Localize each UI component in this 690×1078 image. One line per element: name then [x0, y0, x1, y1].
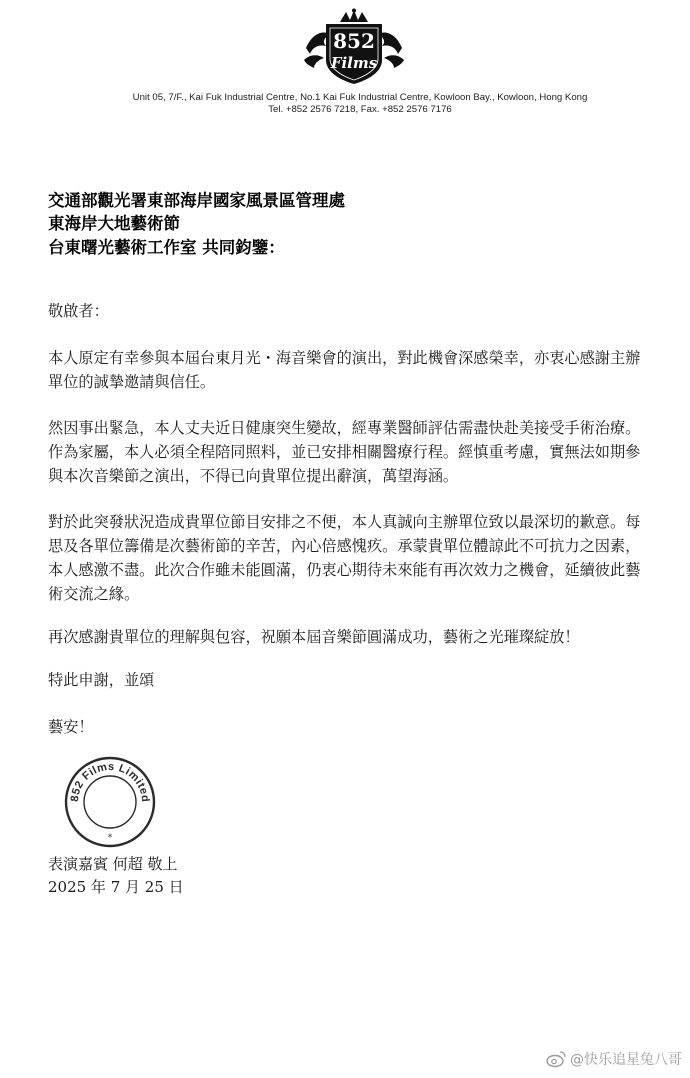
- paragraph-line: 本人感激不盡。此次合作雖未能圓滿，仍衷心期待未來能有再次效力之機會，延續彼此藝: [48, 561, 641, 579]
- addressee-line: 交通部觀光署東部海岸國家風景區管理處: [48, 191, 345, 210]
- paragraph-line: 術交流之緣。: [48, 585, 140, 603]
- paragraph-1: [48, 346, 668, 394]
- 852-films-logo: [300, 8, 408, 86]
- weibo-icon: [546, 1050, 566, 1068]
- svg-text:852 Films Limited: 852 Films Limited: [68, 760, 152, 803]
- svg-text:Films: Films: [330, 54, 378, 72]
- watermark: [546, 1048, 682, 1070]
- paragraph-line: 本人原定有幸參與本屆台東月光・海音樂會的演出，對此機會深感榮幸，亦衷心感謝主辦: [48, 349, 641, 367]
- paragraph-3: [48, 510, 668, 606]
- paragraph-4: [48, 625, 668, 649]
- regards-line: 藝安！: [48, 718, 94, 736]
- signature-line: 表演嘉賓 何超 敬上: [48, 855, 178, 873]
- company-seal: [60, 752, 160, 848]
- paragraph-line: 單位的誠摯邀請與信任。: [48, 373, 216, 391]
- paragraph-2: [48, 416, 668, 488]
- letterhead-contact: Tel. +852 2576 7218, Fax. +852 2576 7176: [268, 104, 452, 115]
- paragraph-line: 然因事出緊急，本人丈夫近日健康突生變故，經專業醫師評估需盡快赴美接受手術治療。: [48, 419, 641, 437]
- addressee-line: 東海岸大地藝術節: [48, 214, 180, 233]
- watermark-text: @快乐追星兔八哥: [570, 1052, 682, 1068]
- paragraph-line: 與本次音樂節之演出，不得已向貴單位提出辭演，萬望海涵。: [48, 467, 459, 485]
- paragraph-line: 再次感謝貴單位的理解與包容，祝願本屆音樂節圓滿成功，藝術之光璀璨綻放！: [48, 628, 580, 646]
- addressee-line: 台東曙光藝術工作室 共同鈞鑒：: [48, 238, 285, 257]
- paragraph-line: 思及各單位籌備是次藝術節的辛苦，內心倍感愧疚。承蒙貴單位體諒此不可抗力之因素，: [48, 537, 641, 555]
- closing-line: 特此申謝，並頌: [48, 671, 155, 689]
- letterhead-address: Unit 05, 7/F., Kai Fuk Industrial Centre, No.1 Kai Fuk Industrial Centre, Kowloon Bay., Kowloon, Hong Kong: [132, 92, 588, 103]
- paragraph-line: 對於此突發狀況造成貴單位節目安排之不便，本人真誠向主辦單位致以最深切的歉意。每: [48, 513, 641, 531]
- paragraph-line: 作為家屬，本人必須全程陪同照料，並已安排相關醫療行程。經慎重考慮，實無法如期參: [48, 443, 641, 461]
- salutation: 敬啟者：: [48, 302, 109, 320]
- svg-text:852: 852: [333, 29, 375, 53]
- date-line: 2025 年 7 月 25 日: [48, 878, 184, 896]
- svg-text:*: *: [107, 833, 113, 843]
